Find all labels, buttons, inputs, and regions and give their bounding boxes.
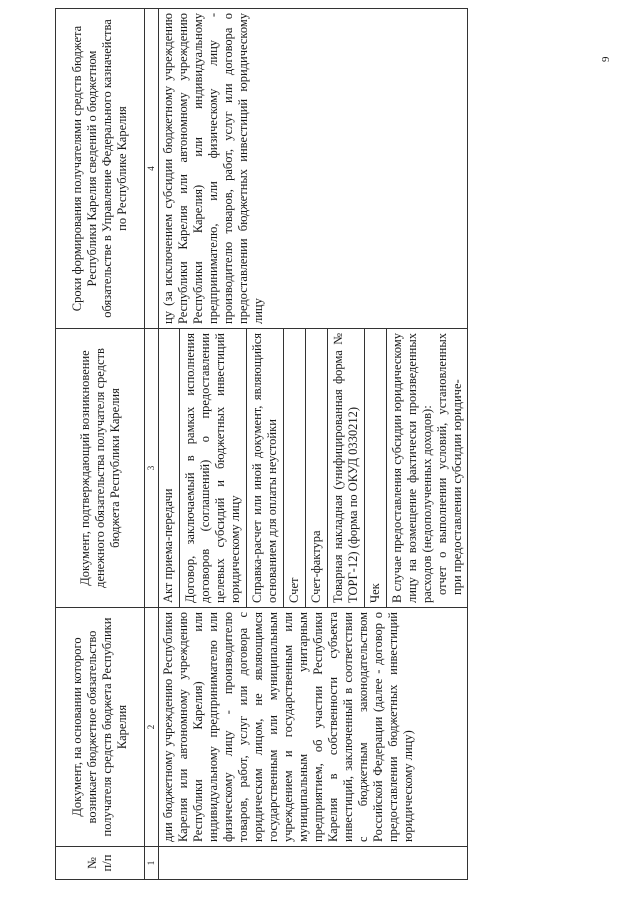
header-document: Документ, подтверждающий возникновение денежного обязательства получателя средств бюджета Республики Карелия <box>56 329 145 608</box>
rotated-page <box>55 13 565 880</box>
budget-obligation-table <box>55 8 468 880</box>
document-item: Счет <box>283 329 302 607</box>
document-item: Товарная накладная (унифицированная форма № ТОРГ-12) (форма по ОКУД 0330212) <box>327 329 361 607</box>
document-item: отчет о выполнении условий, установленных при предоставлении субсидии юридиче- <box>434 333 464 595</box>
basis-cell: дии бюджетному учреждению Республики Карелия или автономному учреждению Республики Карелия) или индивидуальному предпринимателю или физическому лицу - производителю товаров, работ, услуг или договора с юридическим лицом, не являющимся государственным или муниципальным учреждением и государственным или муниципальным унитарным предприятием, об участии Республики Карелия в собственности субъекта инвестиций, заключенный в соответствии с бюджетным законодательством Российской Федерации (далее - договор о предоставлении бюджетных инвестиций юридическому лицу) <box>158 608 467 847</box>
header-basis: Документ, на основании которого возникает бюджетное обязательство получателя средств бюджета Республики Карелия <box>56 608 145 847</box>
column-number-row <box>145 9 159 880</box>
header-terms: Сроки формирования получателями средств бюджета Республики Карелия сведений о бюджетном обязательстве в Управление Федерального казначейства по Республике Карелия <box>56 9 145 329</box>
column-number: 1 <box>145 847 159 880</box>
documents-cell <box>158 329 467 608</box>
document-item: Чек <box>364 329 383 607</box>
header-row <box>56 9 145 880</box>
column-number: 2 <box>145 608 159 847</box>
document-item: Акт приема-передачи <box>160 488 175 603</box>
document-item: Договор, заключаемый в рамках исполнения договоров (соглашений) о предоставлении целевых субсидий и бюджетных инвестиций юридическому лицу <box>179 329 243 607</box>
page-number: 9 <box>600 56 612 62</box>
document-item: Счет-фактура <box>305 329 324 607</box>
table-row <box>158 9 467 880</box>
document-item: Справка-расчет или иной документ, являющийся основанием для оплаты неустойки <box>246 329 280 607</box>
document-item: В случае предоставления субсидии юридическому лицу на возмещение фактически произведенных расходов (недополученных доходов): <box>386 329 435 607</box>
header-no: № п/п <box>56 847 145 880</box>
terms-cell: цу (за исключением субсидии бюджетному учреждению Республики Карелия или автономному учреждению Республики Карелия) или индивидуальному предпринимателю, или физическому лицу - производителю товаров, работ, услуг или договора о предоставлении бюджетных инвестиций юридическому лицу <box>158 9 467 329</box>
row-number-cell <box>158 847 467 880</box>
column-number: 3 <box>145 329 159 608</box>
column-number: 4 <box>145 9 159 329</box>
